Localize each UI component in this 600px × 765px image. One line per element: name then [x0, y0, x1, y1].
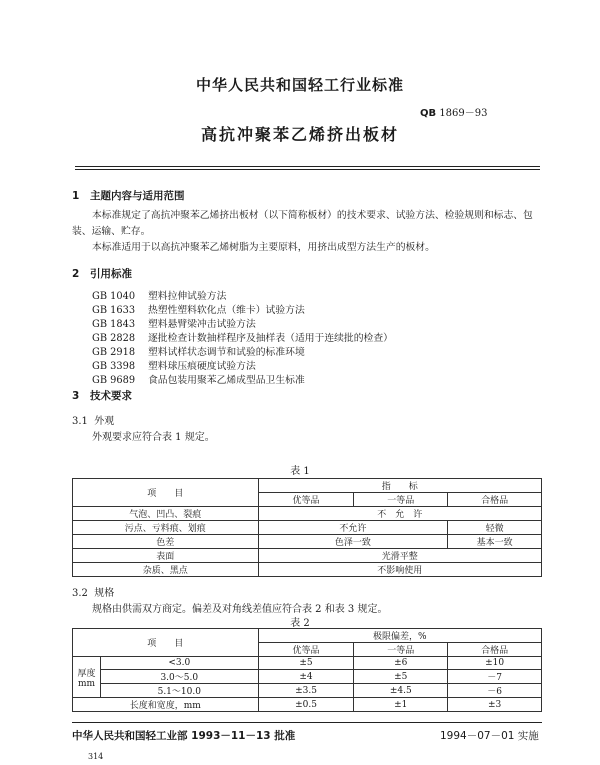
reference-item: GB 1040 塑料拉伸试验方法: [92, 291, 227, 302]
table-row: 5.1～10.0 ±3.5 ±4.5 －6: [73, 684, 542, 698]
standard-category-title: 中华人民共和国轻工行业标准: [195, 76, 404, 94]
section-1-heading: [72, 188, 185, 203]
table-2-header-deviation: 极限偏差，%: [258, 629, 541, 643]
section-3-heading: [72, 388, 132, 403]
table-1-grade-2: 一等品: [354, 493, 448, 507]
subsection-3-1-text: 外观要求应符合表 1 规定。: [92, 432, 215, 443]
table-2-grade-1: 优等品: [258, 643, 354, 657]
section-3-title: 技术要求: [90, 390, 132, 402]
reference-item: GB 1843 塑料悬臂梁冲击试验方法: [92, 319, 256, 330]
table-1-header-index: 指 标: [258, 479, 541, 493]
standard-code-number: 1869－93: [439, 108, 488, 119]
table-row: 厚度 mm <3.0 ±5 ±6 ±10: [73, 657, 542, 670]
standard-code: [420, 104, 488, 119]
reference-list: [92, 290, 393, 388]
section-3-number: 3: [72, 390, 80, 402]
section-1-paragraph-1: 本标准规定了高抗冲聚苯乙烯挤出板材（以下简称板材）的技术要求、试验方法、检验规则和标志、包装、运输、贮存。: [72, 210, 533, 237]
table-1-header-item: 项 目: [73, 479, 259, 507]
section-2-number: 2: [72, 268, 80, 280]
subsection-3-2-text: 规格由供需双方商定。偏差及对角线差值应符合表 2 和表 3 规定。: [92, 604, 388, 615]
section-2-title: 引用标准: [90, 268, 132, 280]
table-row: 杂质、黑点 不影响使用: [73, 563, 542, 577]
reference-item: GB 2918 塑料试样状态调节和试验的标准环境: [92, 347, 305, 358]
section-2-heading: [72, 266, 132, 281]
section-1-paragraph-2: 本标准适用于以高抗冲聚苯乙烯树脂为主要原料，用挤出成型方法生产的板材。: [92, 242, 435, 253]
table-1-caption: 表 1: [290, 466, 310, 477]
standard-code-prefix: QB: [420, 108, 437, 119]
document-title: 高抗冲聚苯乙烯挤出板材: [200, 125, 399, 144]
table-2: [72, 628, 542, 712]
page-number: 314: [88, 752, 104, 761]
table-1: [72, 478, 542, 577]
header-rule: [75, 166, 540, 167]
table-row: 表面 光滑平整: [73, 549, 542, 563]
table-row: 3.0～5.0 ±4 ±5 －7: [73, 670, 542, 684]
header-rule-thin: [75, 169, 540, 170]
reference-item: GB 9689 食品包装用聚苯乙烯成型品卫生标准: [92, 375, 305, 386]
table-1-grade-1: 优等品: [258, 493, 354, 507]
table-row: 气泡、凹凸、裂痕 不 允 许: [73, 507, 542, 521]
footer-rule: [72, 722, 542, 723]
table-row: 污点、亏料痕、划痕 不允许 轻微: [73, 521, 542, 535]
subsection-3-2-heading: 3.2 规格: [72, 588, 115, 599]
section-1-title: 主题内容与适用范围: [90, 190, 185, 202]
table-2-caption: 表 2: [290, 618, 310, 629]
table-1-grade-3: 合格品: [448, 493, 542, 507]
table-row: 长度和宽度，mm ±0.5 ±1 ±3: [73, 698, 542, 712]
section-1-number: 1: [72, 190, 80, 202]
table-row: 色差 色泽一致 基本一致: [73, 535, 542, 549]
table-2-grade-2: 一等品: [354, 643, 448, 657]
table-2-thickness-label: 厚度 mm: [73, 657, 101, 698]
reference-item: GB 3398 塑料球压痕硬度试验方法: [92, 361, 256, 372]
effective-date: 1994－07－01 实施: [440, 730, 539, 742]
reference-item: GB 1633 热塑性塑料软化点（维卡）试验方法: [92, 305, 305, 316]
table-2-header-item: 项 目: [73, 629, 259, 657]
reference-item: GB 2828 逐批检查计数抽样程序及抽样表（适用于连续批的检查）: [92, 333, 393, 344]
table-2-grade-3: 合格品: [448, 643, 542, 657]
subsection-3-1-heading: 3.1 外观: [72, 416, 115, 427]
approval-statement: 中华人民共和国轻工业部 1993－11－13 批准: [72, 730, 296, 742]
